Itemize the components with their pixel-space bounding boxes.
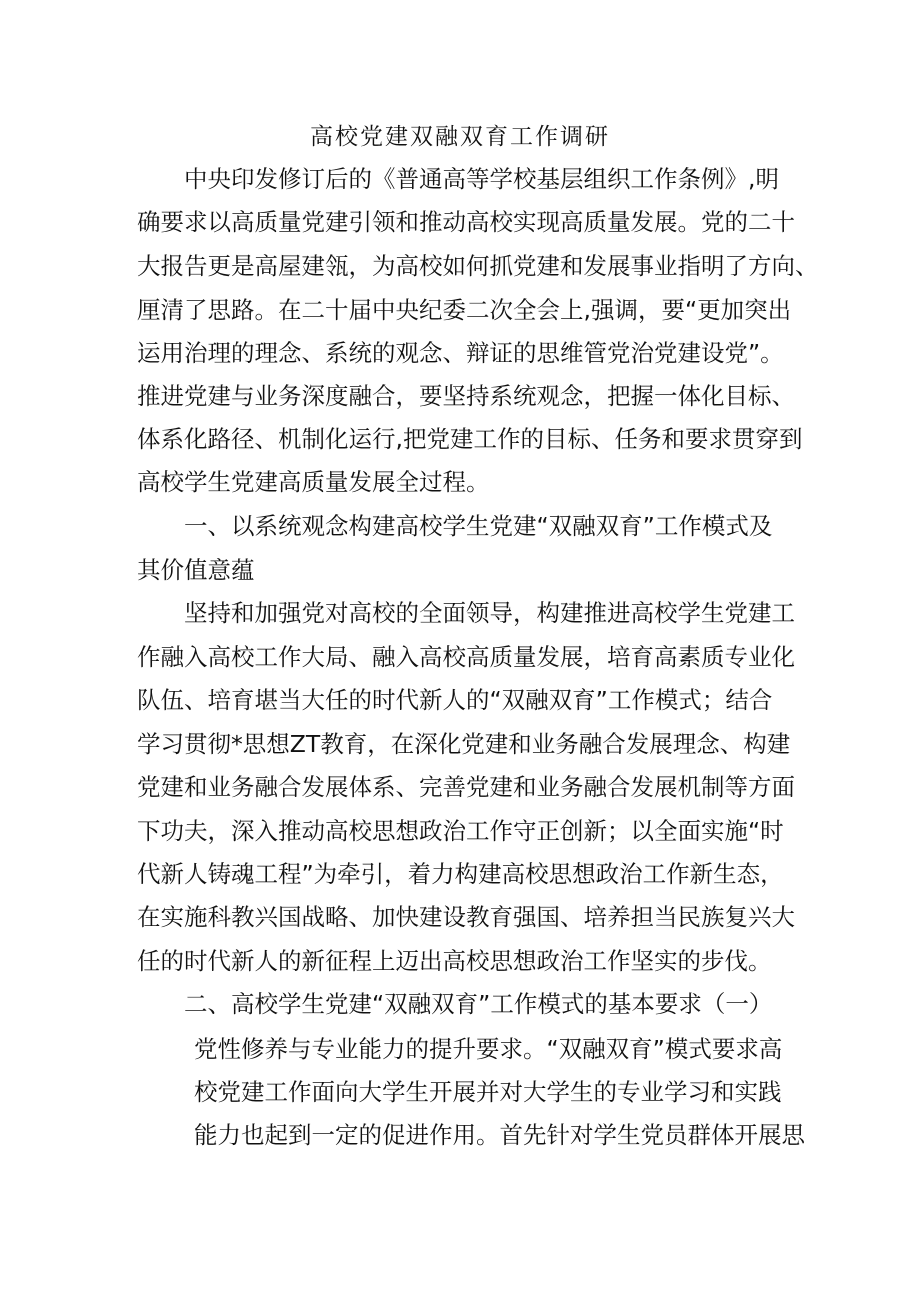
- paragraph-line: 确要求以高质量党建引领和推动高校实现高质量发展。党的二十: [137, 208, 795, 236]
- paragraph-line: 高校学生党建高质量发展全过程。: [137, 468, 490, 496]
- paragraph-line: 中央印发修订后的《普通高等学校基层组织工作条例》,明: [184, 165, 779, 193]
- paragraph-line: 校党建工作面向大学生开展并对大学生的专业学习和实践: [194, 1078, 782, 1106]
- paragraph-line: 学习贯彻*思想ZT教育，在深化党建和业务融合发展理念、构建: [137, 730, 791, 758]
- paragraph-line: 党性修养与专业能力的提升要求。“双融双育”模式要求高: [194, 1035, 783, 1063]
- paragraph-line: 坚持和加强党对高校的全面领导，构建推进高校学生党建工: [184, 599, 795, 627]
- paragraph-line: 任的时代新人的新征程上迈出高校思想政治工作坚实的步伐。: [137, 947, 772, 975]
- paragraph-line: 厘清了思路。在二十届中央纪委二次全会上,强调，要“更加突出: [137, 296, 792, 324]
- paragraph-line: 体系化路径、机制化运行,把党建工作的目标、任务和要求贯穿到: [137, 425, 803, 453]
- document-title: 高校党建双融双育工作调研: [310, 124, 610, 150]
- paragraph-line: 下功夫，深入推动高校思想政治工作守正创新；以全面实施“时: [137, 817, 784, 845]
- paragraph-line: 能力也起到一定的促进作用。首先针对学生党员群体开展思: [194, 1121, 805, 1149]
- paragraph-line: 大报告更是高屋建瓴，为高校如何抓党建和发展事业指明了方向、: [137, 252, 819, 280]
- paragraph-line: 运用治理的理念、系统的观念、辩证的思维管党治党建设党”。: [137, 339, 784, 367]
- paragraph-line: 作融入高校工作大局、融入高校高质量发展，培育高素质专业化: [137, 643, 795, 671]
- paragraph-line: 队伍、培育堪当大任的时代新人的“双融双育”工作模式；结合: [137, 686, 773, 714]
- section-heading-line: 二、高校学生党建“双融双育”工作模式的基本要求（一）: [184, 990, 773, 1018]
- paragraph-line: 党建和业务融合发展体系、完善党建和业务融合发展机制等方面: [137, 773, 795, 801]
- section-heading-line: 一、以系统观念构建高校学生党建“双融双育”工作模式及: [184, 512, 773, 540]
- section-heading-line: 其价值意蕴: [137, 556, 255, 584]
- paragraph-line: 在实施科教兴国战略、加快建设教育强国、培养担当民族复兴大: [137, 903, 795, 931]
- paragraph-line: 推进党建与业务深度融合，要坚持系统观念，把握一体化目标、: [137, 382, 795, 410]
- paragraph-line: 代新人铸魂工程”为牵引，着力构建高校思想政治工作新生态，: [137, 860, 784, 888]
